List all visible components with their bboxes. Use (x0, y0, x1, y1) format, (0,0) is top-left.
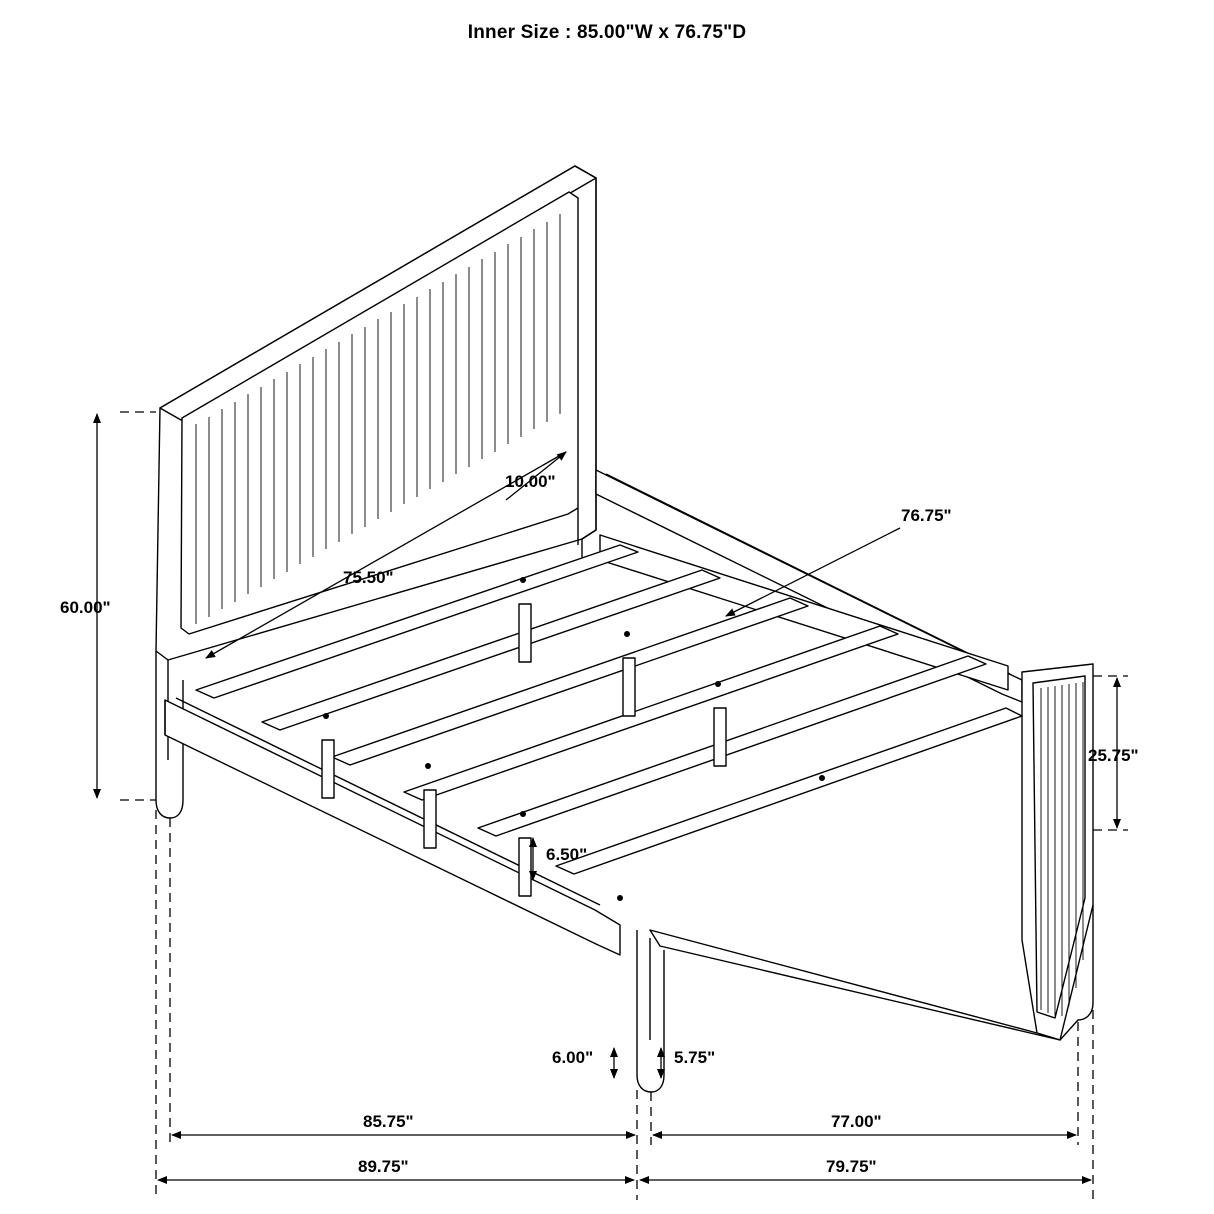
dim-label-side-rail-inner-length: 75.50" (343, 568, 394, 587)
dim-label-front-leg-height: 6.00" (552, 1048, 594, 1067)
dim-label-slat-support-height: 6.50" (546, 845, 588, 864)
dim-label-headboard-clearance: 10.00" (505, 472, 556, 491)
dim-label-headboard-height: 60.00" (60, 598, 111, 617)
dim-label-inner-width: 77.00" (831, 1112, 882, 1131)
bed-geometry (156, 166, 1093, 1092)
dim-label-overall-width: 79.75" (826, 1157, 877, 1176)
dim-label-inner-length: 85.75" (363, 1112, 414, 1131)
page-title: Inner Size : 85.00"W x 76.75"D (467, 22, 747, 43)
dim-label-inner-depth: 76.75" (901, 506, 952, 525)
dim-label-footboard-height: 25.75" (1088, 746, 1139, 765)
dim-label-rear-leg-height: 5.75" (674, 1048, 716, 1067)
dim-label-overall-length: 89.75" (358, 1157, 409, 1176)
